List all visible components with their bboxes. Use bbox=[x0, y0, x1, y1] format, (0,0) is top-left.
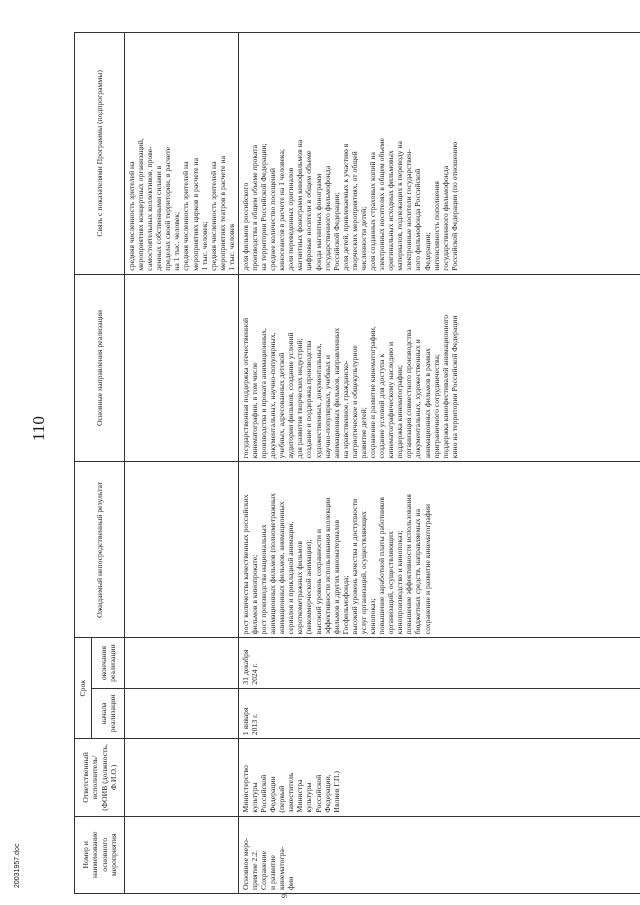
text-line: кинопоказ; bbox=[368, 598, 378, 635]
text-line: численности детей; bbox=[358, 206, 368, 271]
term-start-cell bbox=[238, 688, 640, 738]
text-line: короткометражных фильмов bbox=[295, 541, 305, 635]
text-line: повышение заработной платы работников bbox=[377, 497, 387, 635]
text-line: культуры bbox=[250, 782, 260, 813]
text-line: средняя численность зрителей на bbox=[127, 161, 136, 271]
text-line: Федерации, bbox=[322, 774, 332, 813]
header-directions: Основные направления реализации bbox=[75, 274, 125, 462]
text-line: самостоятельных коллективов, прове- bbox=[145, 146, 155, 271]
text-line: поддержка кинематографии; bbox=[395, 365, 405, 459]
text-line: анимационных фильмов, анимационных bbox=[277, 501, 287, 635]
text-line: и развитие bbox=[268, 855, 278, 890]
text-line: на нравственное, гражданско- bbox=[340, 360, 350, 459]
text-line: доля фильмов российского bbox=[240, 182, 250, 271]
text-line: Российской Федерации; bbox=[331, 192, 341, 271]
header-link: Связь с показателями Программы (подпрограммы) bbox=[75, 33, 125, 275]
text-line: средняя численность зрителей на bbox=[181, 161, 191, 271]
text-line: доля переведенных оригиналов bbox=[286, 167, 296, 271]
text-line: высокий уровень качества и доступности bbox=[349, 498, 359, 635]
text-line: ного фильмофонда Российской bbox=[413, 168, 423, 271]
text-line: художественных, документальных, bbox=[313, 343, 323, 459]
text-line: заместитель bbox=[286, 772, 296, 813]
text-line: производства в общем объеме проката bbox=[250, 144, 260, 271]
text-line: Сохранение bbox=[259, 850, 269, 890]
text-line: доля созданных страховых копий на bbox=[368, 152, 378, 271]
text-line: для развития творческих индустрий; bbox=[295, 338, 305, 459]
text-line: Российской bbox=[313, 774, 323, 813]
text-line: 2024 г. bbox=[250, 663, 260, 685]
text-line: магнитных фонограмм кинофильмов на bbox=[295, 139, 305, 271]
text-line: патриотическое и общекультурное bbox=[349, 345, 359, 459]
header-term-end: окончания реализации bbox=[92, 638, 125, 688]
text-line: производства и проката анимационных, bbox=[259, 328, 269, 459]
text-line: анимационных фильмов (полнометражных bbox=[268, 493, 278, 635]
text-line: услуг организаций, осуществляющих bbox=[358, 511, 368, 635]
directions-cell bbox=[238, 274, 640, 462]
text-line: культуры bbox=[304, 782, 314, 813]
text-line: интенсивность пополнения bbox=[431, 181, 441, 271]
link-cell bbox=[238, 33, 640, 275]
text-line: Министра bbox=[295, 779, 305, 813]
text-line: сериалов и прикладной анимации, bbox=[286, 521, 296, 635]
text-line: повышение эффективности использования bbox=[404, 494, 414, 635]
event-name-cell bbox=[238, 816, 640, 893]
text-line: приятие 2.2. bbox=[250, 850, 260, 890]
program-table bbox=[74, 32, 577, 894]
text-line: 2013 г. bbox=[250, 713, 260, 736]
text-line: кинопроизводство и кинопоказ; bbox=[395, 530, 405, 635]
text-line: мероприятиях цирков в расчете на bbox=[190, 157, 200, 271]
responsible-cell bbox=[238, 739, 640, 816]
header-result: Ожидаемый непосредственный результат bbox=[75, 462, 125, 638]
text-line: творческих мероприятиях, от общей bbox=[349, 151, 359, 271]
footer-filename: 20031957.doc bbox=[14, 843, 21, 888]
text-line: мероприятиях театров в расчете на bbox=[217, 156, 227, 271]
text-line: рост производства национальных bbox=[259, 524, 269, 635]
text-line: сохранение и развитие кинематографии, bbox=[368, 326, 378, 459]
text-line: кинематографии, в том числе bbox=[250, 362, 260, 459]
text-line: электронные носители государствен- bbox=[404, 149, 414, 271]
row-number: 9. bbox=[280, 892, 289, 898]
header-number-name: Номер и наименование основного мероприятия bbox=[75, 816, 125, 893]
text-line: рост количества качественных российских bbox=[240, 494, 250, 635]
text-line: учебных, адресованных детской bbox=[277, 352, 287, 459]
text-line: бюджетных средств, направляемых на bbox=[413, 508, 423, 635]
text-line: (некоммерческой анимации); bbox=[304, 539, 314, 635]
text-line: мероприятиях концертных организаций, bbox=[136, 138, 146, 271]
text-line: организаций, осуществляющих bbox=[386, 531, 396, 635]
text-line: научно-популярных, учебных и bbox=[322, 355, 332, 459]
text-line: Федерации bbox=[268, 776, 278, 813]
text-line: 1 января bbox=[240, 707, 250, 736]
text-line: электронных носителях в общем объеме bbox=[377, 138, 387, 271]
text-line: оригинальных исходных фильмовых bbox=[386, 150, 396, 271]
term-end-cell bbox=[238, 638, 640, 688]
text-line: фии bbox=[286, 876, 296, 890]
text-line: на 1 тыс. человек; bbox=[172, 211, 182, 271]
text-line: на территории Российской Федерации; bbox=[259, 143, 269, 271]
text-line: (первый bbox=[277, 785, 287, 813]
text-line: приграничного сотрудничества; bbox=[431, 353, 441, 459]
text-line: документальных, художественных и bbox=[413, 339, 423, 459]
text-line: кинематогра- bbox=[277, 846, 287, 890]
text-line: денных собственными силами в bbox=[154, 165, 164, 271]
text-line: аудитории фильмов, создание условий bbox=[286, 332, 296, 459]
text-line: материалов, подлежащих к переводу на bbox=[395, 141, 405, 271]
text-line: Основное меро- bbox=[240, 837, 250, 890]
text-line: государственного фильмофонда bbox=[440, 165, 450, 271]
text-line: Госфильмофонда; bbox=[340, 575, 350, 635]
text-line: создание условий для доступа к bbox=[377, 353, 387, 459]
text-line: Федерации; bbox=[422, 232, 432, 271]
text-line: кинематографическому наследию и bbox=[386, 341, 396, 459]
text-line: организация совместного производства bbox=[404, 329, 414, 459]
text-line: сохранение и развитие кинематографии bbox=[422, 504, 432, 635]
header-responsible: Ответственный исполнитель/ (ФОИВ (должность, Ф.И.О.) bbox=[75, 739, 125, 816]
text-line: доля детей, привлекаемых к участию в bbox=[340, 143, 350, 271]
text-line: Российской bbox=[259, 774, 269, 813]
text-line: Министерство bbox=[240, 765, 250, 813]
text-line: фонда магнитных фонограмм bbox=[313, 173, 323, 271]
text-line: среднее количество посещений bbox=[268, 167, 278, 271]
text-line: киносеансов в расчете на 1 человека; bbox=[277, 148, 287, 271]
header-term-start: начала реализации bbox=[92, 688, 125, 738]
prev-link-cell bbox=[125, 33, 239, 275]
text-line: государственного фильмофонда bbox=[322, 165, 332, 271]
text-line: 1 тыс. человек; bbox=[199, 221, 209, 271]
text-line: государственная поддержка отечественной bbox=[240, 317, 250, 459]
text-line: 31 декабря bbox=[240, 649, 250, 685]
text-line: анимационных фильмов в рамках bbox=[422, 348, 432, 459]
text-line: поддержка кинофестивалей анимационного bbox=[440, 314, 450, 459]
text-line: фильмов и других киноматериалов bbox=[331, 519, 341, 635]
text-line: развитие детей; bbox=[358, 407, 368, 459]
text-line: создание и поддержка производства bbox=[304, 340, 314, 459]
text-line: 1 тыс. человек bbox=[226, 223, 236, 271]
text-line: анимационных фильмов, направленных bbox=[331, 327, 341, 459]
text-line: фильмов в кинопрокате; bbox=[250, 554, 260, 635]
text-line: Российской Федерации (по отношению bbox=[449, 141, 459, 271]
result-cell bbox=[238, 462, 640, 638]
text-line: эффективности использования коллекции bbox=[322, 497, 332, 635]
page-number: 110 bbox=[29, 416, 48, 441]
header-term: Срок bbox=[75, 638, 92, 739]
text-line: Ивлиев Г.П.) bbox=[331, 771, 341, 813]
text-line: средняя численность зрителей на bbox=[208, 161, 218, 271]
text-line: пределах своей территории, в расчете bbox=[163, 147, 173, 271]
text-line: документальных, научно-популярных, bbox=[268, 332, 278, 459]
text-line: высокий уровень сохранности и bbox=[313, 528, 323, 635]
text-line: цифровые носители в общем объеме bbox=[304, 150, 314, 271]
text-line: кино на территории Российской Федерации bbox=[449, 315, 459, 459]
